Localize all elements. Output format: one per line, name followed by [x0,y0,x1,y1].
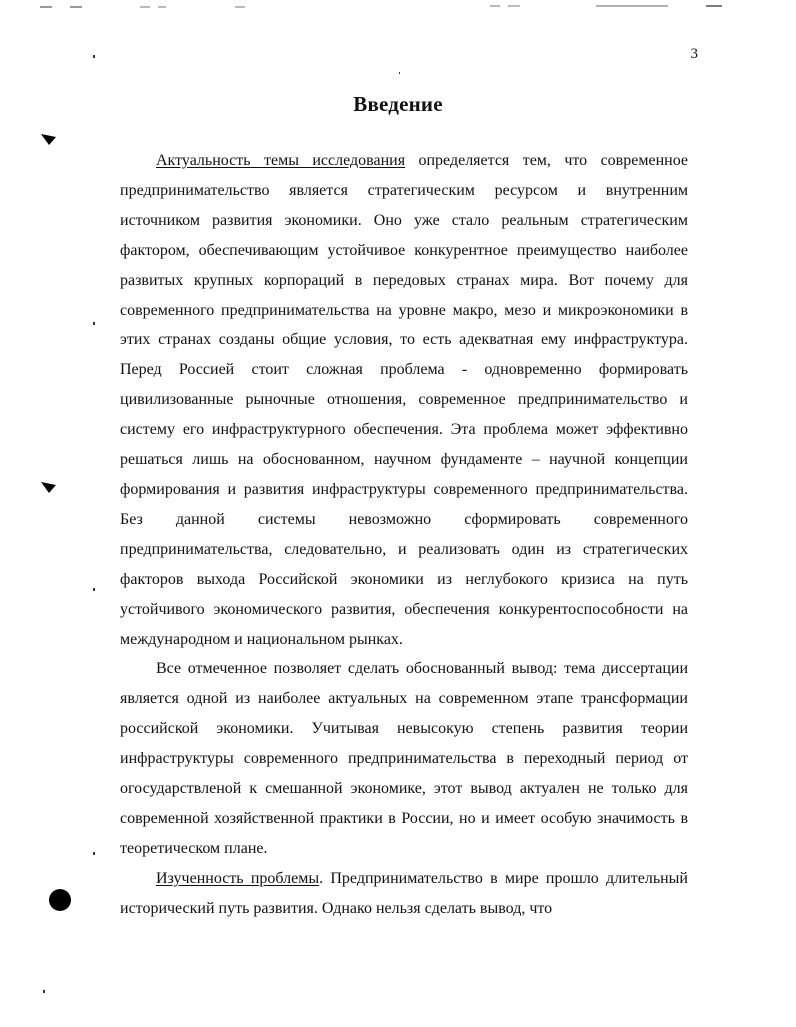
study-level-text: . Предпринимательство в мире прошло длительный исторический путь развития. Однако нельзя сделать вывод, что [120,869,688,917]
binding-mark-icon [40,480,58,494]
document-body [120,146,688,924]
scan-speck [399,72,400,74]
study-level-heading: Изученность проблемы [156,869,320,887]
paragraph-relevance [120,146,688,654]
page-number: 3 [690,46,698,62]
binding-mark-icon [40,132,58,146]
scan-speck [93,322,95,325]
scan-edge-marks [0,4,796,12]
scan-speck [93,852,95,855]
relevance-text: определяется тем, что современное предпринимательство является стратегическим ресурсом и внутренним источником развития экономики. Оно уже стало реальным стратегическим фактором, обеспечивающим устойчивое конкурентное преимущество наиболее развитых крупных корпораций в передовых странах мира. Вот почему для современного предпринимательства на уровне макро, мезо и микроэкономики в этих странах созданы общие условия, то есть адекватная ему инфраструктура. Перед Россией стоит сложная проблема - одновременно формировать цивилизованные рыночные отношения, современное предпринимательство и систему его инфраструктурного обеспечения. Эта проблема может эффективно решаться лишь на обоснованном, научном фундаменте – научной концепции формирования и развития инфраструктуры современного предпринимательства. Без данной системы невозможно сформировать современного предпринимательства, следовательно, и реализовать один из стратегических факторов выхода Российской экономики из неглубокого кризиса на путь устойчивого экономического развития, обеспечения конкурентоспособности на международном и национальном рынках. [120,152,688,648]
section-title: Введение [353,92,443,116]
conclusion-text: Все отмеченное позволяет сделать обоснованный вывод: тема диссертации является одной из наиболее актуальных на современном этапе трансформации российской экономики. Учитывая невысокую степень развития теории инфраструктуры современного предпринимательства в переходный период от огосударствленой к смешанной экономике, этот вывод актуален не только для современной хозяйственной практики в России, но и имеет особую значимость в теоретическом плане. [120,660,688,857]
scan-speck [43,990,45,993]
paragraph-study-level [120,864,688,924]
scan-speck [93,588,95,591]
relevance-heading: Актуальность темы исследования [156,152,406,169]
scan-speck [93,55,95,58]
punch-hole-icon [49,889,71,911]
paragraph-conclusion [120,654,688,863]
